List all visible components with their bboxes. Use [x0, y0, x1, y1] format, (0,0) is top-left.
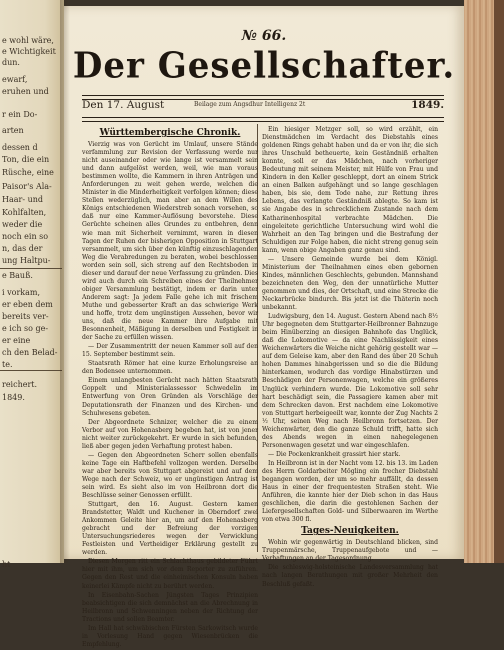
underlying-text-line: er eben dem: [2, 300, 53, 309]
paragraph: Der Abgeordnete Schnizer, welcher die zu einem Verbor auf von Hohenasberg begeben hat, ist von jener nicht weiter zurückgekehrt. Er wurde in sich befunden, ließ aber gegen jeden Verhaftung protest haben.: [82, 418, 258, 450]
underlying-text-line: Haar- und: [2, 195, 44, 204]
supplement-note: Beilage zum Angsdhur Intelligenz 2t: [194, 101, 306, 108]
left-paragraphs: [82, 141, 258, 649]
underlying-text-line: r ein Do-: [2, 110, 38, 119]
paragraph: Ein hiesiger Metzger soll, so wird erzählt, ein Dienstmädchen im Verdacht des Diebstahls eines goldenen Rings gehabt haben und da er von ihr, die sich ihres Unschuld betheuerte, kein Geständniß erhalten konnte, soll er das Mädchen, nach vorheriger Bedeutung mit seinem Meister, mit Hülfe von Frau und Kindern in den Keller geschleppt, dort an einem Strick an einen Balken aufgehängt und so lange geschlagen haben, bis sie, dem Tode nahe, zur Rettung ihres Lebens, das verlangte Geständniß ablegte. So kam ist sie Angabe des in schrecklichem Zustande nach dem Katharinenhospital verbrachte Mädchen. Die eingeleitete gerichtliche Untersuchung wird wohl die Wahrheit an den Tag bringen und die Bestrafung der Schuldigen zur Folge haben, die nicht streng genug sein kann, wenn obige Angaben ganz genau sind.: [262, 126, 438, 254]
underlying-text-line: ung Haltpu-: [2, 256, 51, 265]
underlying-text-line: ewarf,: [2, 75, 28, 84]
underlying-text-line: eruhen und: [2, 87, 49, 96]
paragraph: Die schleswig-holsteinische Landesversammlung hat nach langen Berathungen mit großer Mehrheit den Beschluß gefaßt.: [262, 564, 438, 588]
underlying-text-line: dessen d: [2, 143, 38, 152]
underlying-text-line: e Wichtigkeit: [2, 47, 56, 56]
underlying-text-line: i vorkam,: [2, 288, 41, 297]
underlying-text-line: ht: [2, 560, 11, 569]
section-title-tagesneuigkeiten: Tages-Neuigkeiten.: [301, 526, 399, 537]
dateline: [82, 99, 444, 115]
issue-number: № 66.: [241, 28, 287, 44]
underlying-text-line: 1849.: [2, 393, 25, 402]
paragraph: Staatsrath Römer hat eine kurze Erholungsreise an den Bodensee unternommen.: [82, 360, 258, 376]
paragraph: Ludwigsburg, den 14. August. Gestern Abend nach 8½ Uhr begegneten dem Stuttgarter-Heilbronner Bahnzuge beim Hinüberzing an diesigen Bahnhofe das Unglück, daß die Lokomotive — da eine Nachlässigkeit eines Weichenwärters die Weiche nicht gehörig gestellt war — auf dem Geleise kam, aber den Rand des über 20 Schuh hohen Dammes hinabgerissen und so die die Bildung hinterkamen, wodurch das vordige Hinabstürzen und Beschädigen der Personenwagen, welche ein größeres Unglück verhindern wurde. Die Lokomotive soll sehr hart beschädigt sein, die Passagiere kamen aber mit dem Schrecken davon. Erst nachdem eine Lokomotive von Stuttgart herbeigeeilt war, konnte der Zug Nachts 2 ½ Uhr, seinen Weg nach Heilbronn fortsetzen. Der Weichenwärter, den die ganze Schuld trifft, hatte sich des Abends wegen in einen nahegelegenen Personenwagen gesetzt und war eingeschlafen.: [262, 313, 438, 449]
left-column: [82, 126, 258, 650]
underlying-rule: [0, 370, 62, 371]
paragraph: — Die Pockenkrankheit grassirt hier stark.: [268, 450, 401, 458]
underlying-text-line: e wohl wäre,: [2, 36, 54, 45]
right-paragraphs-news: [262, 539, 438, 588]
underlying-text-line: Rüsche, eine: [2, 168, 54, 177]
right-column: [262, 126, 438, 590]
underlying-text-line: ch den Belad-: [2, 348, 58, 357]
underlying-text-line: Paisor's Ala-: [2, 182, 52, 191]
paragraph: Wohin wir gegenwärtig in Deutschland blicken, sind Truppenmärsche, Truppenaufgebote und — Verhaftungen an der Tagesordnung.: [262, 539, 438, 563]
paragraph: Vierzig was von Gerücht im Umlauf, unsere Stände verfammlung zur Revision der Verfassung werde nur nicht auseinander oder wie lange ist versammelt sein und dann aufgelöst werden, weil, wie man voraus bestimmen wollte, die Kammern in ihren Anträgen und Anforderungen zu weit gehen werde, welchen die Minister in die Minderheitigkeit verfolgen können; diese Stellen wederzüglich, man aber an dem Willen des Königs entschiedenen Wiederstreb sonach vorsehen, so daß nur eine Kammer-Auflösung bevorstehe. Diese Gerüchte scheinen alles Grundes zu entbehren, denn wie man mit Sicherheit vernimmt, waren in diesen Tagen der Ruhen der bisherigen Opposition in Stuttgart versammelt, um sich über den künftig einzuschlagenden Weg die Verabredungen zu beraten, wobei beschlossen worden sein soll, sich streng auf den Rechtsboden in dieser und darauf der neue Verfassung zu gründen. Dies wird auch durch ein Schreiben eines der Theilnehmer obiger Versammlung bestätigt, indem er darin unter Anderem sagt: Ja jedem Falle gehe ich mit frischem Muthe und gebesserter Kraft an das schwierige Werk und hoffe, trotz dem ungünstigen Aussehen, bevor wir uns, daß die neue Kammer ihre Aufgabe mit Besonnenheit, Mäßigung in derselben und Festigkeit in der Sache zu erfüllen wissen.: [82, 141, 258, 342]
underlying-text-line: te.: [2, 360, 13, 369]
underlying-text-line: e ich so ge-: [2, 324, 49, 333]
paragraph: Stuttgart, den 16. August. Gestern kamen Brandstetter, Waldt und Kuchener in Oberndorf zwei Ankommen Geleite hier an, um auf den Hohenasberg gebracht und der Befreiung der vorzigen Untersuchungsriederes wegen der Verwicklung Festleisten und Vertheidiger Erklärung gestellt zu werden.: [82, 501, 258, 557]
paragraph: — Unsere Gemeinde wurde bei dem Königl. Ministerium der Theilnahmen eines eben gebornen Kindes, männlichen Geschlechts, gebunden. Mannshand bezeichneten den Weg, den der unnatürliche Mutter genommen und dies, der Ortschaft, und eine Strecke die Neckarbrücke bindurch. Bis jetzt ist die Thäterin noch unbekannt.: [262, 255, 438, 312]
date-label: Den 17. August: [82, 99, 165, 111]
underlying-page: [0, 0, 64, 569]
underlying-text-line: Kohlfalten,: [2, 208, 47, 217]
underlying-text-line: n, das der: [2, 244, 43, 253]
paragraph: Diesen Morgen ritt ein Schlachthaus gebildeter Führt hier mit ihm, um sich vor dem Reporter zu zuführen. Gegen den Rest und die einheimischen Konsuln haben keinerlei Kämpfe nicht zu berührt werden.: [82, 558, 258, 590]
underlying-text-line: weder die: [2, 220, 43, 229]
underlying-rule: [0, 268, 62, 269]
paragraph: In Heilbronn ist in der Nacht vom 12. bis 13. im Laden des Herrn Goldarbeiter Mögling ein frecher Diebstahl begangen worden, der um so mehr auffällt, da dessen Haus in einer der frequentesten Straßen steht. Wie Anführen, die kannte hier der Dieb schon in das Haus geschlichen, die darin die gestohlenen Sachen der Liefergesellschaften Gold- und Silberwaaren im Werthe von etwa 300 fl.: [262, 459, 438, 524]
section-title-chronik: Württembergische Chronik.: [99, 128, 241, 138]
paragraph: Einem unlangbesten Gerücht nach hätten Staatsrath Goppelt und Ministerialassessor Schwedelin im Entwerfung von Oren Gründen als Vorschläge der Deputationsrath der Finanzen und des Kirchen- und Schulwesens gebeten.: [82, 377, 258, 417]
underlying-text-line: noch ein so: [2, 232, 49, 241]
underlying-text-line: bereits ver-: [2, 312, 49, 321]
year-label: 1849.: [411, 99, 444, 111]
right-paragraphs: [262, 126, 438, 524]
underlying-text-line: Ton, die ein: [2, 155, 50, 164]
newspaper-page: [64, 6, 464, 648]
masthead-title: Der Gesellschafter.: [72, 45, 456, 87]
header-rule-bottom: [82, 117, 444, 122]
underlying-text-line: arten: [2, 126, 24, 135]
underlying-text-line: reichert.: [2, 380, 38, 389]
paragraph: — Gegen den Abgeordneten Scherr sollen ebenfalls keine Tage ein Haftbefehl vollzogen werden. Derselbe war aber bereits von Stuttgart abgereist und auf dem Wege nach der Schweiz, wo er ungünstigen Antrag ist sein wird. Es sieht also im von Heilbronn dort die Beschlüsse seiner Genossen erfüllt.: [82, 451, 258, 500]
binding-gutter-shadow: [60, 0, 70, 563]
underlying-text-line: e Bauß.: [2, 271, 33, 280]
paragraph: — Der Zusammentritt der neuen Kammer soll auf den 15. September bestimmt sein.: [82, 343, 258, 359]
paragraph: In Eisenbahn-Sachen Jüngsten Tages Prinzipien beabsichtigen die sich demnächst an die Abrechnung in Heilbronn und Schwenningen neben der Richtung der Tractions und sollen Beamter.: [82, 591, 258, 623]
paragraph: Im Hall hat schwäbischen Fürsten Sarkowitsch wurde in Vorlesung Hand gegen Wiesenbrücken die Empfehlung.: [82, 624, 258, 648]
underlying-text-line: er eine: [2, 336, 31, 345]
book-cover-edge: [494, 0, 504, 563]
underlying-text-line: dun.: [2, 58, 20, 67]
